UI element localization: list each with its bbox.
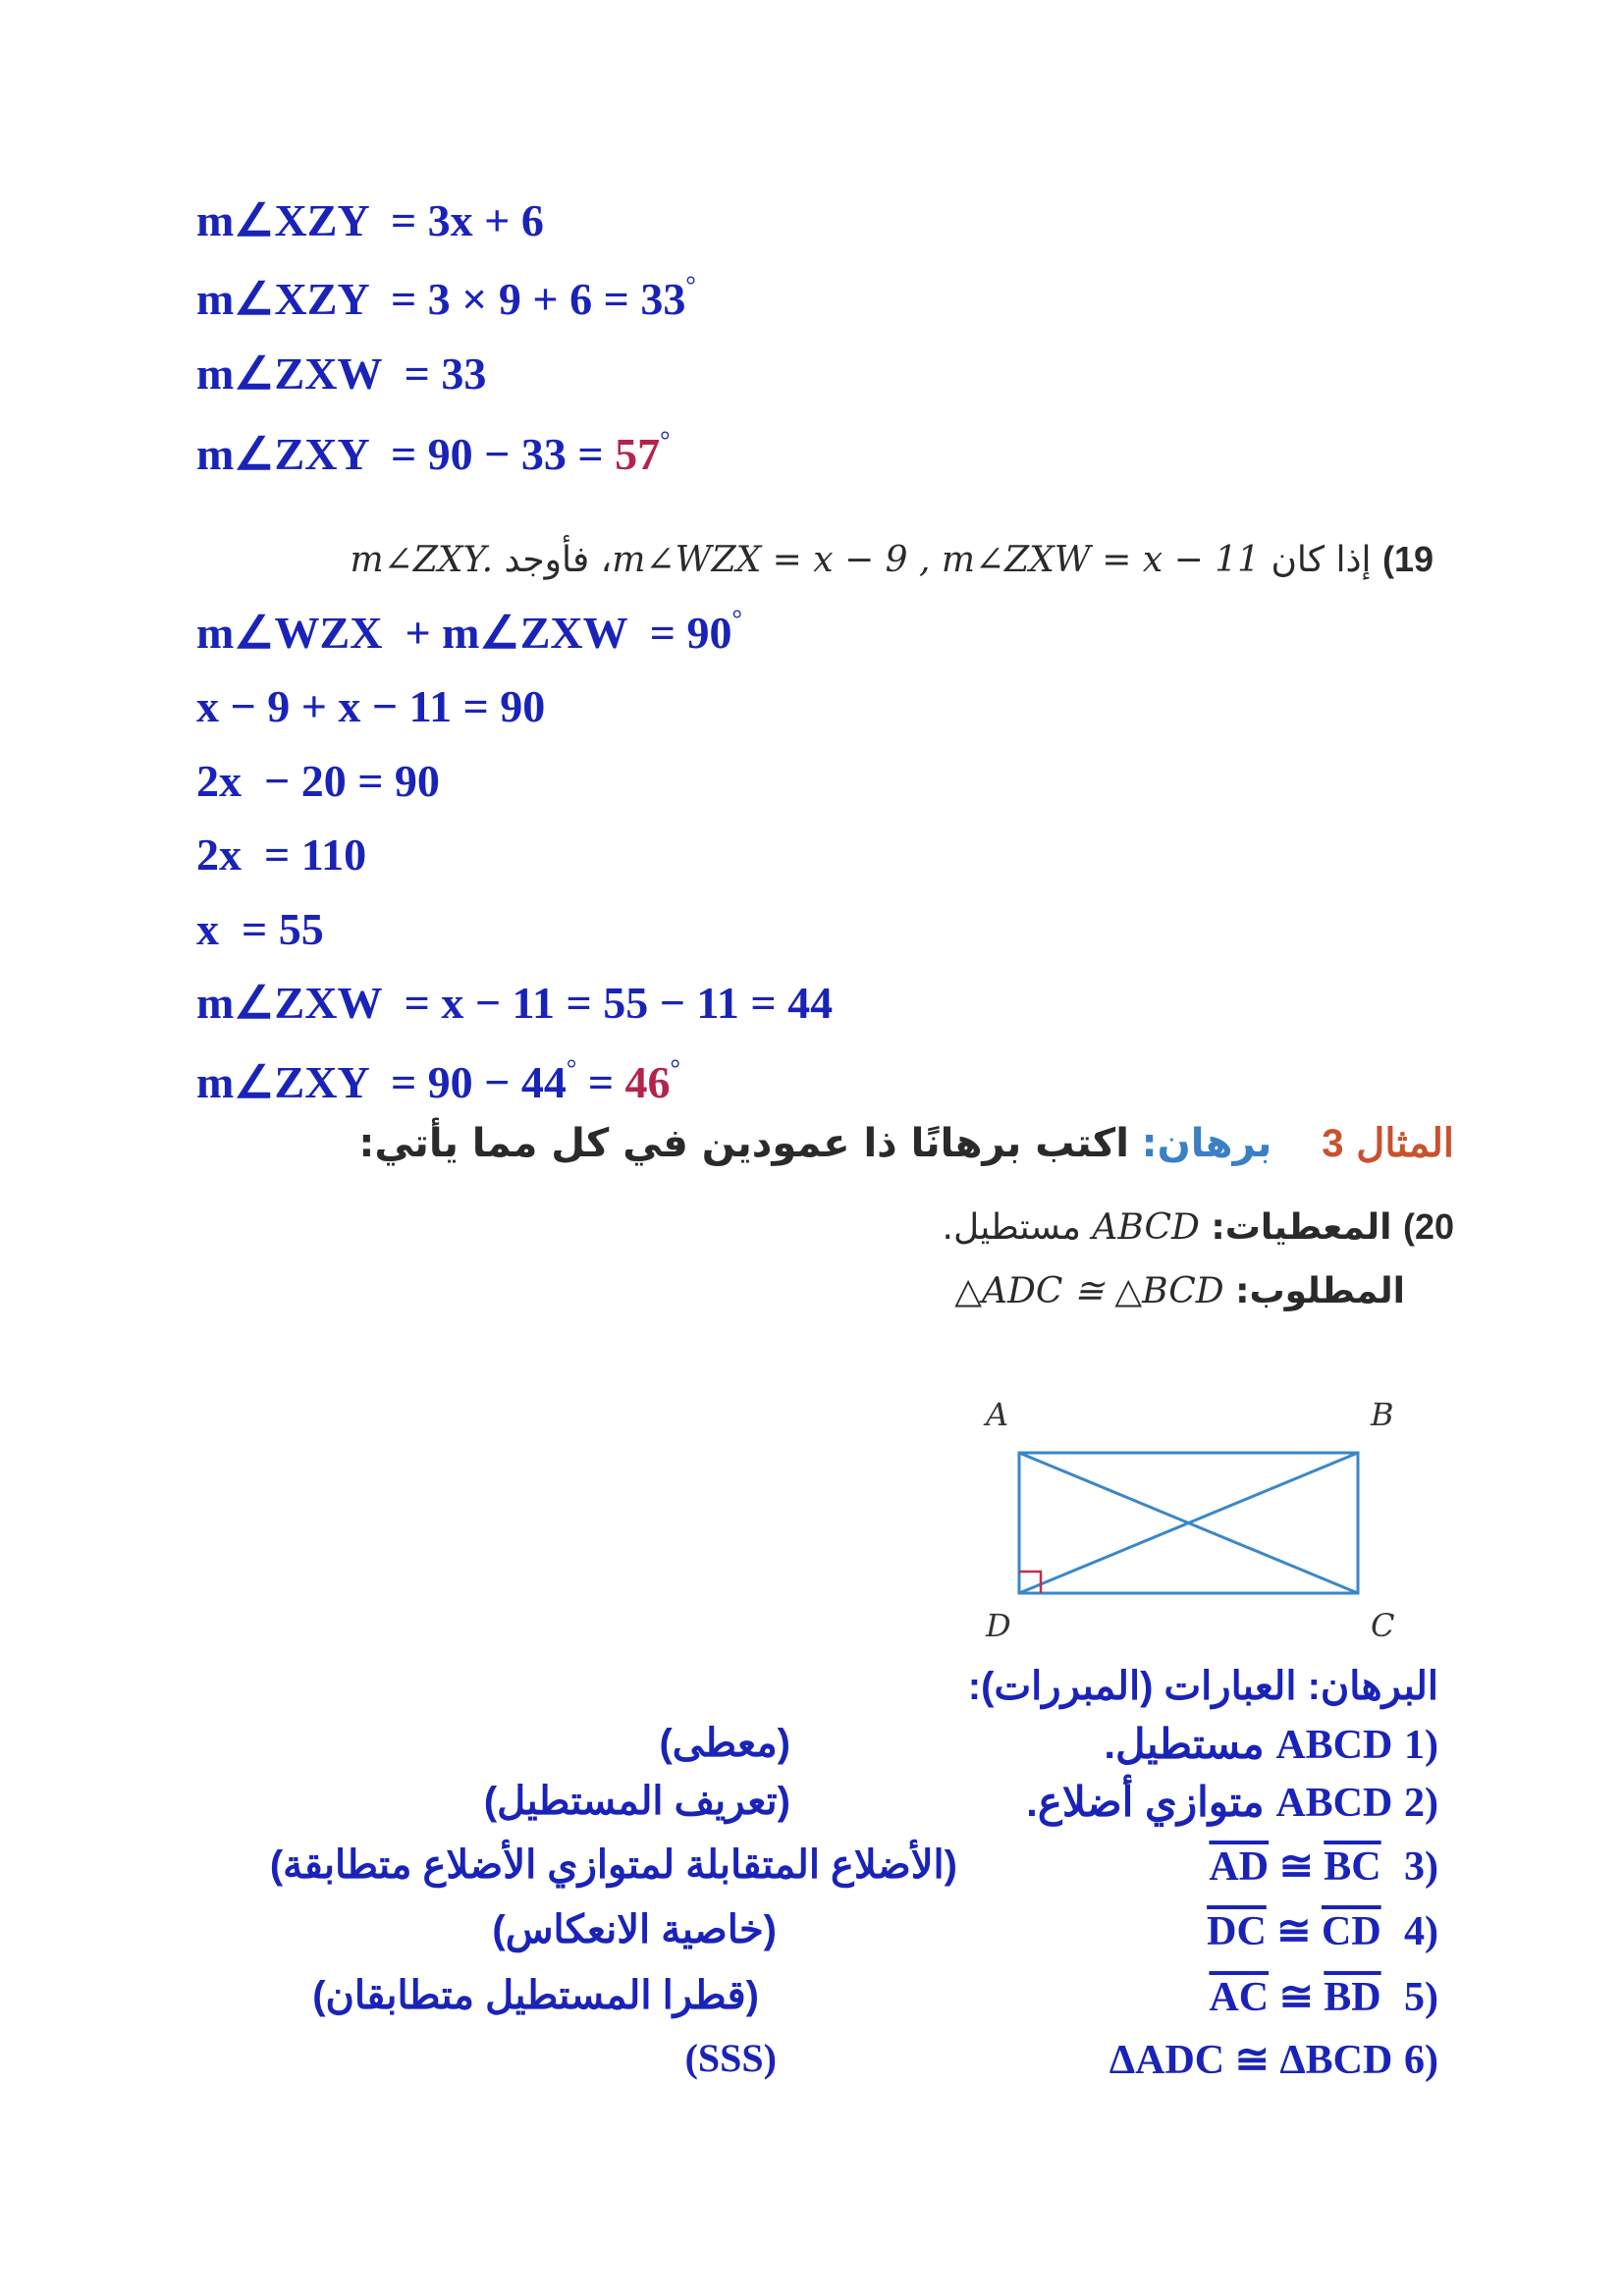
prove-label: المطلوب: [1235, 1271, 1405, 1311]
proof-statement [1209, 1976, 1438, 2018]
eq-line: m∠ZXW = 33 [196, 348, 487, 399]
proof-statement [1026, 1779, 1438, 1826]
question-20-given [942, 1206, 1454, 1248]
question-text: ، فأوجد [504, 540, 613, 580]
given-math: ABCD [1092, 1207, 1200, 1248]
proof-statement [1104, 1721, 1438, 1768]
given-label: المعطيات: [1211, 1207, 1392, 1248]
rectangle-figure [952, 1389, 1414, 1644]
congruence-symbol: ≅ [1269, 1975, 1325, 2020]
step-number: (5 [1404, 1975, 1438, 2020]
eq-text: m∠ZXY = 90 − 44 [196, 1057, 567, 1107]
eq-text: m∠XZY = 3 × 9 + 6 = 33 [196, 274, 686, 324]
degree-symbol: ° [660, 426, 671, 454]
segment-left: $\overline{AC}$ [1209, 1975, 1270, 2020]
proof-header: البرهان: العبارات (المبررات): [967, 1665, 1438, 1708]
question-number: 20) [1402, 1206, 1454, 1247]
question-number: 19) [1381, 539, 1434, 579]
proof-reason: (معطى) [659, 1722, 790, 1765]
eq-text: m∠WZX + m∠ZXW = 90 [196, 608, 732, 658]
proof-reason: (الأضلاع المتقابلة لمتوازي الأضلاع متطابقة) [269, 1843, 957, 1887]
statement-math [1207, 1909, 1381, 1954]
eq-line: 2x − 20 = 90 [196, 756, 440, 806]
eq-text: = [576, 1057, 625, 1107]
step-number: (4 [1404, 1909, 1438, 1954]
segment-left: $\overline{DC}$ [1207, 1909, 1267, 1954]
degree-symbol: ° [685, 271, 696, 299]
answer-value: 57 [615, 429, 661, 479]
vertex-label-c: C [1371, 1607, 1395, 1644]
question-text: إذا كان [1271, 540, 1372, 580]
eq-line [196, 1054, 680, 1107]
eq-line: m∠XZY = 3x + 6 [196, 195, 544, 245]
example-number: 3 [1322, 1122, 1344, 1165]
statement-math [1209, 1975, 1380, 2020]
step-number: (3 [1404, 1844, 1438, 1890]
degree-symbol: ° [731, 605, 742, 633]
example-header [358, 1121, 1454, 1166]
segment-right: $\overline{BD}$ [1324, 1975, 1381, 2020]
step-number: (1 [1404, 1723, 1438, 1768]
proof-statement [1207, 1910, 1438, 1952]
proof-statement [1209, 1845, 1438, 1888]
vertex-label-d: D [986, 1607, 1011, 1644]
segment-right: $\overline{CD}$ [1321, 1909, 1381, 1954]
statement-math: ABCD [1275, 1723, 1393, 1768]
example-label: المثال [1356, 1122, 1454, 1165]
triangle-left: ΔADC [1109, 2038, 1225, 2083]
proof-reason: (تعريف المستطيل) [483, 1780, 790, 1823]
proof-reason: (SSS) [684, 2036, 777, 2080]
proof-reason: (قطرا المستطيل متطابقان) [312, 1974, 759, 2017]
question-19 [350, 539, 1434, 580]
eq-line: x − 9 + x − 11 = 90 [196, 681, 546, 731]
statement-math [1209, 1844, 1380, 1890]
eq-line [196, 426, 671, 479]
eq-line: 2x = 110 [196, 829, 367, 880]
degree-symbol: ° [566, 1054, 577, 1083]
triangle-right: ΔBCD [1279, 2038, 1393, 2083]
congruence-symbol: ≅ [1224, 2038, 1280, 2083]
eq-line: m∠ZXW = x − 11 = 55 − 11 = 44 [196, 978, 834, 1028]
degree-symbol: ° [670, 1054, 680, 1083]
example-instruction: اكتب برهانًا ذا عمودين في كل مما يأتي: [358, 1121, 1129, 1166]
proof-label: برهان: [1141, 1121, 1272, 1166]
vertex-label-b: B [1371, 1396, 1394, 1433]
question-20-prove [954, 1271, 1405, 1311]
vertex-label-a: A [986, 1396, 1009, 1433]
statement-text: مستطيل. [1104, 1721, 1265, 1767]
question-target: m∠ZXY. [350, 540, 494, 580]
answer-value: 46 [624, 1057, 671, 1107]
given-text: مستطيل. [942, 1207, 1081, 1248]
eq-line [196, 271, 696, 324]
statement-math [1109, 2038, 1393, 2083]
statement-text: متوازي أضلاع. [1026, 1779, 1265, 1825]
segment-right: $\overline{BC}$ [1324, 1844, 1381, 1890]
proof-statement [1109, 2039, 1438, 2081]
segment-left: $\overline{AD}$ [1209, 1844, 1270, 1890]
statement-math: ABCD [1275, 1781, 1393, 1826]
step-number: (6 [1404, 2038, 1438, 2083]
question-condition: m∠WZX = x − 9 , m∠ZXW = x − 11 [612, 540, 1261, 580]
eq-line [196, 605, 742, 658]
congruence-symbol: ≅ [1269, 1844, 1325, 1890]
eq-line: x = 55 [196, 904, 324, 954]
eq-text: m∠ZXY = 90 − 33 = [196, 429, 616, 479]
prove-math: △ADC ≅ △BCD [954, 1271, 1224, 1311]
step-number: (2 [1404, 1781, 1438, 1826]
proof-reason: (خاصية الانعكاس) [492, 1908, 777, 1951]
congruence-symbol: ≅ [1266, 1909, 1322, 1954]
